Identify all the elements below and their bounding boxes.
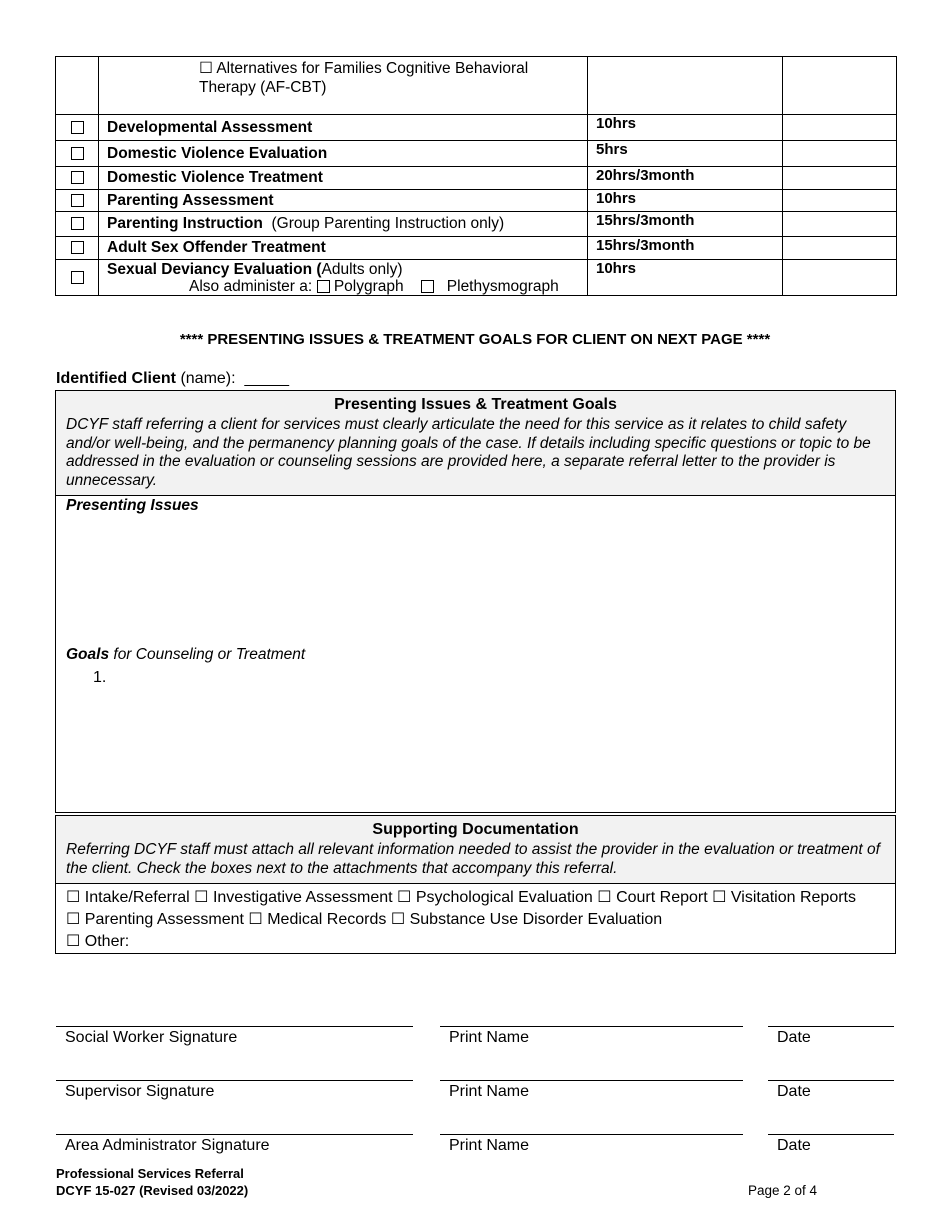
service-hours: 15hrs/3month xyxy=(588,212,783,237)
service-checkbox[interactable] xyxy=(71,121,84,134)
issues-title: Presenting Issues & Treatment Goals xyxy=(334,396,617,413)
polygraph-checkbox[interactable] xyxy=(317,280,330,293)
table-row xyxy=(56,237,897,260)
service-label: Sexual Deviancy Evaluation (Adults only) Also administer a: Polygraph Plethysmograph xyxy=(99,260,588,296)
date-label: Date xyxy=(777,1029,811,1046)
print-name-line[interactable] xyxy=(440,1026,743,1027)
print-name-label: Print Name xyxy=(449,1083,530,1100)
table-row xyxy=(56,190,897,212)
service-hours: 20hrs/3month xyxy=(588,167,783,190)
form-id: DCYF 15-027 (Revised 03/2022) xyxy=(56,1183,249,1198)
service-hours: 5hrs xyxy=(588,141,783,167)
date-label: Date xyxy=(777,1083,811,1100)
supporting-title: Supporting Documentation xyxy=(372,821,579,838)
table-row xyxy=(56,115,897,141)
page-number: Page 2 of 4 xyxy=(748,1183,818,1198)
service-label: Domestic Violence Evaluation xyxy=(99,141,588,167)
attachments-line-2[interactable]: ☐ Parenting Assessment ☐ Medical Records ☐ Substance Use Disorder Evaluation xyxy=(66,911,663,928)
issues-instructions: DCYF staff referring a client for services must clearly articulate the need for this service as it relates to child safety and/or well-being, and the permanency planning goals of the case. If details including specific questions or topic to be addressed in the evaluation or counseling sessions are provided here, a separate referral letter to the provider is unnecessary. xyxy=(66,416,871,489)
date-line[interactable] xyxy=(768,1134,894,1135)
print-name-label: Print Name xyxy=(449,1137,530,1154)
attachments-line-1[interactable]: ☐ Intake/Referral ☐ Investigative Assessment ☐ Psychological Evaluation ☐ Court Report ☐ Visitation Reports xyxy=(66,889,856,906)
service-label: Domestic Violence Treatment xyxy=(99,167,588,190)
table-row xyxy=(56,141,897,167)
service-checkbox[interactable] xyxy=(71,241,84,254)
supporting-instructions: Referring DCYF staff must attach all relevant information needed to assist the provider in the evaluation or treatment of the client. Check the boxes next to the attachments that accompany this referral. xyxy=(66,841,880,877)
supporting-header-box xyxy=(55,815,896,884)
form-name: Professional Services Referral xyxy=(56,1166,244,1181)
signature-label: Social Worker Signature xyxy=(65,1029,238,1046)
table-row xyxy=(56,167,897,190)
table-row xyxy=(56,212,897,237)
services-table xyxy=(55,56,897,296)
goals-item-number: 1. xyxy=(93,669,107,686)
issues-header-box xyxy=(55,390,896,496)
service-hours: 10hrs xyxy=(588,260,783,296)
service-label: Parenting Assessment xyxy=(99,190,588,212)
service-checkbox[interactable] xyxy=(71,217,84,230)
next-page-notice: **** PRESENTING ISSUES & TREATMENT GOALS FOR CLIENT ON NEXT PAGE **** xyxy=(179,331,771,348)
print-name-line[interactable] xyxy=(440,1080,743,1081)
print-name-label: Print Name xyxy=(449,1029,530,1046)
service-hours: 10hrs xyxy=(588,190,783,212)
service-label: Parenting Instruction (Group Parenting Instruction only) xyxy=(99,212,588,237)
supporting-checklist xyxy=(55,883,896,954)
service-hours: 15hrs/3month xyxy=(588,237,783,260)
signature-label: Supervisor Signature xyxy=(65,1083,215,1100)
date-line[interactable] xyxy=(768,1080,894,1081)
identified-client: Identified Client (name): _____ xyxy=(56,370,289,387)
goals-label: Goals for Counseling or Treatment xyxy=(66,646,306,663)
table-row xyxy=(56,260,897,296)
signature-line[interactable] xyxy=(56,1134,413,1135)
service-checkbox[interactable] xyxy=(71,271,84,284)
service-hours: 10hrs xyxy=(588,115,783,141)
service-label: Adult Sex Offender Treatment xyxy=(99,237,588,260)
checkbox-cell-empty xyxy=(56,57,99,115)
service-afcbt[interactable]: ☐ Alternatives for Families Cognitive Behavioral Therapy (AF-CBT) xyxy=(99,57,588,115)
issues-entry-area[interactable] xyxy=(55,495,896,813)
date-label: Date xyxy=(777,1137,811,1154)
service-checkbox[interactable] xyxy=(71,171,84,184)
service-checkbox[interactable] xyxy=(71,194,84,207)
table-row xyxy=(56,57,897,115)
service-label: Developmental Assessment xyxy=(99,115,588,141)
service-checkbox[interactable] xyxy=(71,147,84,160)
date-line[interactable] xyxy=(768,1026,894,1027)
presenting-issues-label: Presenting Issues xyxy=(66,497,199,514)
print-name-line[interactable] xyxy=(440,1134,743,1135)
client-name-field[interactable]: _____ xyxy=(244,370,289,387)
signature-label: Area Administrator Signature xyxy=(65,1137,270,1154)
plethysmograph-checkbox[interactable] xyxy=(421,280,434,293)
signature-line[interactable] xyxy=(56,1080,413,1081)
attachments-line-3[interactable]: ☐ Other: xyxy=(66,933,130,950)
signature-line[interactable] xyxy=(56,1026,413,1027)
